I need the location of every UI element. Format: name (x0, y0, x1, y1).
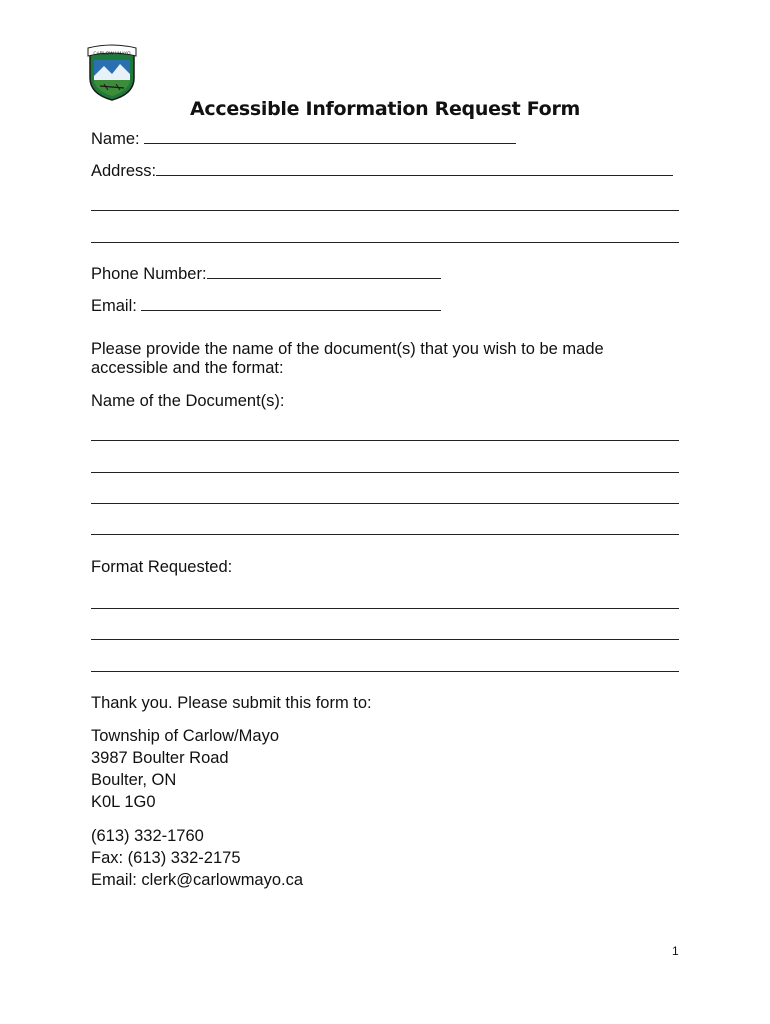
contact-email: Email: clerk@carlowmayo.ca (91, 871, 304, 889)
format-field-line-1[interactable] (91, 608, 679, 609)
email-row (91, 295, 441, 317)
documents-field-line-2[interactable] (91, 472, 679, 473)
street-address: 3987 Boulter Road (91, 749, 229, 767)
address-label: Address: (91, 162, 157, 180)
email-label: Email: (91, 297, 142, 315)
page-number: 1 (672, 944, 679, 958)
instructions-line-1: Please provide the name of the document(s) that you wish to be made (91, 340, 604, 358)
documents-field-line-3[interactable] (91, 503, 679, 504)
address-field-line-1[interactable] (156, 161, 673, 176)
name-row (91, 128, 516, 150)
phone-row (91, 263, 441, 285)
name-label: Name: (91, 130, 145, 148)
postal-code: K0L 1G0 (91, 793, 156, 811)
documents-field-line-4[interactable] (91, 534, 679, 535)
phone-field[interactable] (207, 264, 441, 279)
address-field-line-2[interactable] (91, 210, 679, 211)
format-field-line-2[interactable] (91, 639, 679, 640)
logo-text: CARLOW / MAYO (93, 50, 131, 56)
format-field-line-3[interactable] (91, 671, 679, 672)
documents-field-line-1[interactable] (91, 440, 679, 441)
email-field[interactable] (141, 296, 441, 311)
township-logo (86, 44, 138, 102)
phone-label: Phone Number: (91, 265, 207, 283)
fax-number: Fax: (613) 332-2175 (91, 849, 241, 867)
city-province: Boulter, ON (91, 771, 177, 789)
org-name: Township of Carlow/Mayo (91, 727, 279, 745)
instructions-line-2: accessible and the format: (91, 359, 284, 377)
page-title: Accessible Information Request Form (189, 98, 581, 120)
phone-number: (613) 332-1760 (91, 827, 204, 845)
name-field[interactable] (144, 129, 516, 144)
address-row (91, 160, 673, 182)
thank-you-text: Thank you. Please submit this form to: (91, 694, 372, 712)
township-crest-icon (86, 44, 138, 102)
documents-label: Name of the Document(s): (91, 392, 285, 410)
address-field-line-3[interactable] (91, 242, 679, 243)
format-label: Format Requested: (91, 558, 233, 576)
